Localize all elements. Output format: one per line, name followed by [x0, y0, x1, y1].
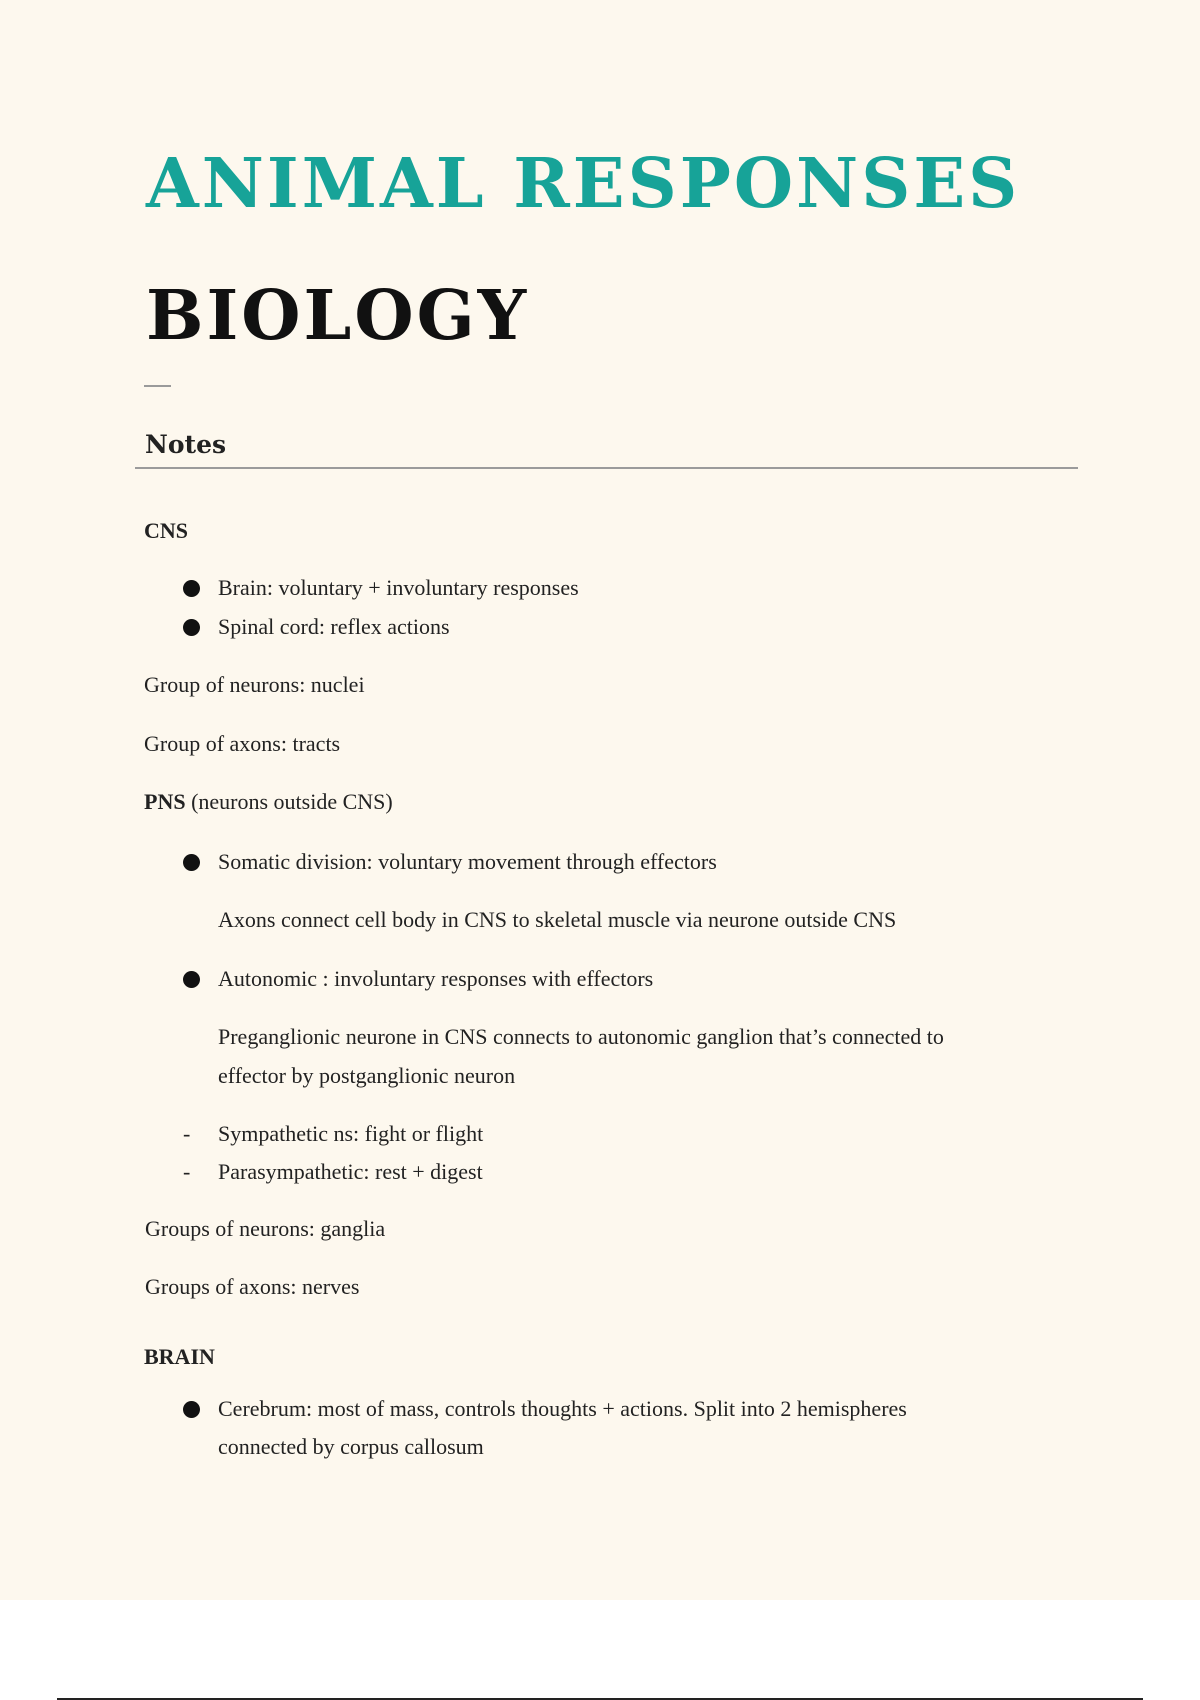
cns-neurons-line: Group of neurons: nuclei [144, 672, 365, 697]
cns-axons-line: Group of axons: tracts [144, 731, 341, 756]
bullet-icon [183, 971, 200, 988]
pns-axons-line: Groups of axons: nerves [145, 1274, 360, 1299]
pns-autonomic-detail-1: Preganglionic neurone in CNS connects to autonomic ganglion that’s connected to [218, 1024, 944, 1049]
pns-sympathetic: Sympathetic ns: fight or flight [218, 1121, 484, 1146]
pns-neurons-line: Groups of neurons: ganglia [145, 1216, 386, 1241]
brain-cerebrum-line-2: connected by corpus callosum [218, 1434, 484, 1459]
dash-marker: - [183, 1121, 191, 1146]
document-title: ANIMAL RESPONSES [146, 144, 1021, 224]
pns-heading: PNS [144, 789, 186, 814]
notes-heading: Notes [145, 430, 227, 459]
cns-bullet-brain: Brain: voluntary + involuntary responses [218, 575, 579, 600]
brain-heading: BRAIN [144, 1344, 215, 1369]
pns-autonomic-detail-2: effector by postganglionic neuron [218, 1063, 516, 1088]
bullet-icon [183, 619, 200, 636]
pns-heading-line [144, 791, 393, 813]
cns-bullet-spinal-cord: Spinal cord: reflex actions [218, 614, 450, 639]
document-subtitle: BIOLOGY [146, 276, 530, 356]
dash-marker: - [183, 1159, 191, 1184]
pns-parasympathetic: Parasympathetic: rest + digest [218, 1159, 483, 1184]
cns-heading: CNS [144, 518, 189, 543]
pns-somatic: Somatic division: voluntary movement through effectors [218, 849, 717, 874]
bullet-icon [183, 1401, 200, 1418]
pns-somatic-detail: Axons connect cell body in CNS to skeletal muscle via neurone outside CNS [218, 907, 897, 932]
pns-heading-note: (neurons outside CNS) [191, 789, 393, 814]
bullet-icon [183, 854, 200, 871]
title-divider [144, 385, 171, 387]
pns-autonomic: Autonomic : involuntary responses with effectors [218, 966, 654, 991]
brain-cerebrum-line-1: Cerebrum: most of mass, controls thoughts + actions. Split into 2 hemispheres [218, 1396, 907, 1421]
bullet-icon [183, 580, 200, 597]
notes-rule [135, 467, 1078, 469]
